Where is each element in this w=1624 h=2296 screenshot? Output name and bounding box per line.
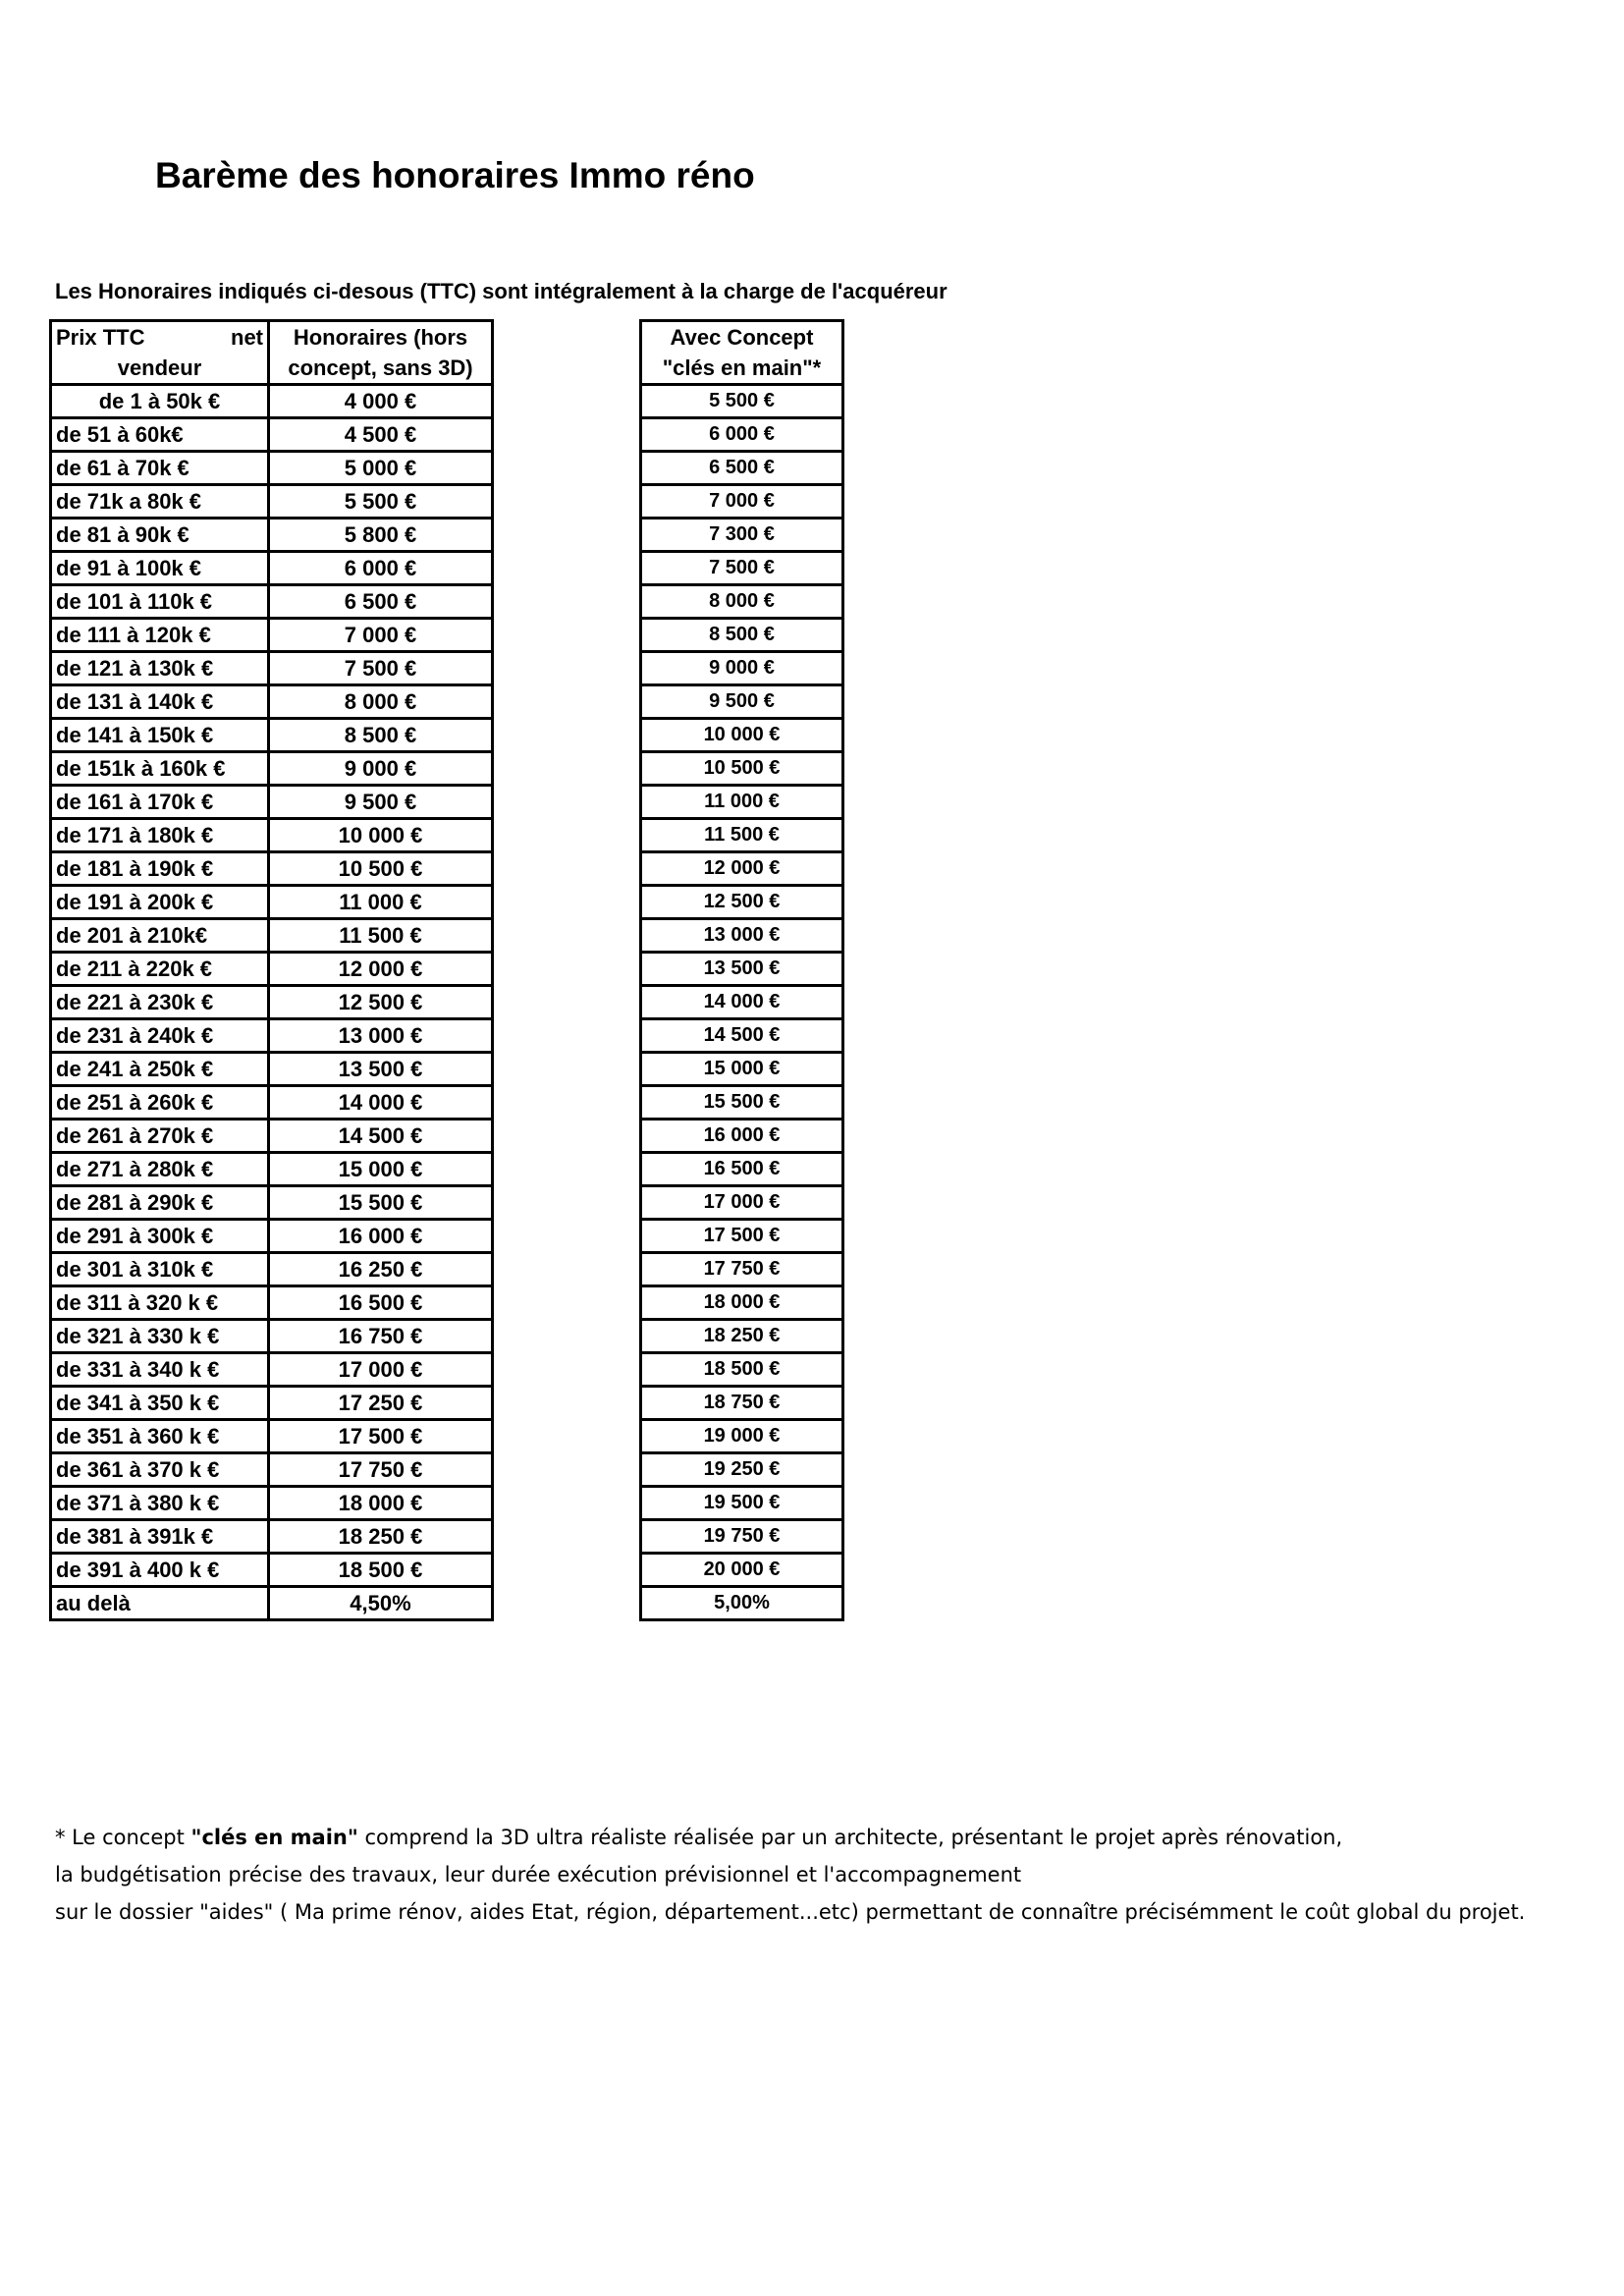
concept-fee-cell: 7 300 €: [641, 519, 843, 552]
table-row: [641, 1019, 843, 1053]
table-row: [51, 719, 493, 752]
concept-fee-cell: 8 500 €: [641, 619, 843, 652]
concept-fee-cell: 7 000 €: [641, 485, 843, 519]
table-row: [51, 552, 493, 585]
concept-fee-cell: 6 500 €: [641, 452, 843, 485]
table-row: [641, 619, 843, 652]
fee-cell: 4,50%: [269, 1587, 493, 1620]
table-row: [51, 819, 493, 852]
table-row: [641, 1520, 843, 1554]
concept-fee-cell: 11 000 €: [641, 786, 843, 819]
price-range-cell: au delà: [51, 1587, 269, 1620]
table-row: [51, 585, 493, 619]
price-range-cell: de 61 à 70k €: [51, 452, 269, 485]
concept-fee-cell: 14 500 €: [641, 1019, 843, 1053]
price-range-cell: de 251 à 260k €: [51, 1086, 269, 1120]
table-row: [51, 1420, 493, 1453]
price-range-cell: de 81 à 90k €: [51, 519, 269, 552]
footnote-line-1: * Le concept "clés en main" comprend la 3D ultra réaliste réalisée par un architecte, présentant le projet après rénovation,: [55, 1826, 1343, 1849]
table-row: [641, 1320, 843, 1353]
table-row: [51, 1086, 493, 1120]
table-row: [641, 385, 843, 418]
fee-cell: 5 800 €: [269, 519, 493, 552]
table-row: [641, 452, 843, 485]
table-row: [641, 886, 843, 919]
table-row: [51, 1554, 493, 1587]
price-range-cell: de 361 à 370 k €: [51, 1453, 269, 1487]
table-row: [641, 1387, 843, 1420]
concept-fee-cell: 19 250 €: [641, 1453, 843, 1487]
fee-cell: 17 750 €: [269, 1453, 493, 1487]
fee-cell: 17 500 €: [269, 1420, 493, 1453]
table-row: [641, 1487, 843, 1520]
price-range-cell: de 201 à 210k€: [51, 919, 269, 953]
fee-cell: 12 000 €: [269, 953, 493, 986]
concept-fee-cell: 15 500 €: [641, 1086, 843, 1120]
table-row: [51, 1253, 493, 1286]
concept-fee-cell: 12 000 €: [641, 852, 843, 886]
price-range-cell: de 121 à 130k €: [51, 652, 269, 685]
table-row: [51, 1286, 493, 1320]
concept-fee-cell: 14 000 €: [641, 986, 843, 1019]
price-column-header: Prix TTC net vendeur: [51, 321, 269, 385]
price-range-cell: de 71k a 80k €: [51, 485, 269, 519]
table-row: [641, 652, 843, 685]
price-range-cell: de 111 à 120k €: [51, 619, 269, 652]
price-range-cell: de 171 à 180k €: [51, 819, 269, 852]
table-row: [51, 619, 493, 652]
table-row: [641, 1186, 843, 1220]
table-row: [51, 685, 493, 719]
fee-cell: 18 250 €: [269, 1520, 493, 1554]
price-range-cell: de 291 à 300k €: [51, 1220, 269, 1253]
price-range-cell: de 331 à 340 k €: [51, 1353, 269, 1387]
fee-cell: 8 000 €: [269, 685, 493, 719]
table-row: [51, 986, 493, 1019]
fee-cell: 15 000 €: [269, 1153, 493, 1186]
price-range-cell: de 241 à 250k €: [51, 1053, 269, 1086]
concept-fee-cell: 17 750 €: [641, 1253, 843, 1286]
table-row: [51, 1053, 493, 1086]
fee-cell: 15 500 €: [269, 1186, 493, 1220]
table-row: [51, 652, 493, 685]
price-range-cell: de 211 à 220k €: [51, 953, 269, 986]
price-range-cell: de 321 à 330 k €: [51, 1320, 269, 1353]
price-range-cell: de 151k à 160k €: [51, 752, 269, 786]
fee-cell: 6 000 €: [269, 552, 493, 585]
fee-cell: 6 500 €: [269, 585, 493, 619]
concept-fee-cell: 16 500 €: [641, 1153, 843, 1186]
table-row: [641, 786, 843, 819]
price-range-cell: de 231 à 240k €: [51, 1019, 269, 1053]
fee-cell: 13 500 €: [269, 1053, 493, 1086]
fee-cell: 7 000 €: [269, 619, 493, 652]
price-range-cell: de 301 à 310k €: [51, 1253, 269, 1286]
table-row: [641, 585, 843, 619]
table-row: [641, 685, 843, 719]
fee-cell: 4 500 €: [269, 418, 493, 452]
concept-fee-cell: 18 250 €: [641, 1320, 843, 1353]
concept-fee-cell: 18 750 €: [641, 1387, 843, 1420]
concept-column-header: Avec Concept "clés en main"*: [641, 321, 843, 385]
page-title: Barème des honoraires Immo réno: [155, 155, 755, 195]
table-row: [51, 1019, 493, 1053]
table-row: [51, 452, 493, 485]
fee-cell: 5 000 €: [269, 452, 493, 485]
fee-column-header: Honoraires (hors concept, sans 3D): [269, 321, 493, 385]
concept-fee-cell: 5,00%: [641, 1587, 843, 1620]
table-row: [641, 1554, 843, 1587]
concept-fee-cell: 17 000 €: [641, 1186, 843, 1220]
concept-fee-cell: 18 000 €: [641, 1286, 843, 1320]
table-row: [641, 719, 843, 752]
table-row: [51, 1153, 493, 1186]
fee-cell: 4 000 €: [269, 385, 493, 418]
table-row: [51, 485, 493, 519]
price-range-cell: de 161 à 170k €: [51, 786, 269, 819]
table-row: [51, 953, 493, 986]
fee-cell: 16 750 €: [269, 1320, 493, 1353]
concept-fee-cell: 12 500 €: [641, 886, 843, 919]
price-range-cell: de 191 à 200k €: [51, 886, 269, 919]
table-row: [51, 519, 493, 552]
fee-cell: 16 250 €: [269, 1253, 493, 1286]
footnote: [55, 1819, 1525, 1931]
price-range-cell: de 141 à 150k €: [51, 719, 269, 752]
price-range-cell: de 221 à 230k €: [51, 986, 269, 1019]
table-row: [641, 1253, 843, 1286]
fee-cell: 9 500 €: [269, 786, 493, 819]
table-row: [51, 919, 493, 953]
price-range-cell: de 371 à 380 k €: [51, 1487, 269, 1520]
table-row: [641, 418, 843, 452]
table-row: [51, 418, 493, 452]
fee-cell: 17 000 €: [269, 1353, 493, 1387]
table-row: [641, 1120, 843, 1153]
price-range-cell: de 351 à 360 k €: [51, 1420, 269, 1453]
page-subtitle: Les Honoraires indiqués ci-desous (TTC) sont intégralement à la charge de l'acquéreur: [55, 279, 947, 303]
table-row: [641, 1153, 843, 1186]
fee-cell: 7 500 €: [269, 652, 493, 685]
table-row: [51, 1120, 493, 1153]
price-range-cell: de 381 à 391k €: [51, 1520, 269, 1554]
concept-fee-cell: 13 500 €: [641, 953, 843, 986]
concept-fee-cell: 13 000 €: [641, 919, 843, 953]
fee-cell: 18 000 €: [269, 1487, 493, 1520]
table-row: [51, 1453, 493, 1487]
price-range-cell: de 1 à 50k €: [51, 385, 269, 418]
concept-fee-cell: 7 500 €: [641, 552, 843, 585]
table-row: [641, 485, 843, 519]
concept-fee-cell: 6 000 €: [641, 418, 843, 452]
table-row: [641, 552, 843, 585]
fee-cell: 10 000 €: [269, 819, 493, 852]
fee-cell: 17 250 €: [269, 1387, 493, 1420]
fee-cell: 16 000 €: [269, 1220, 493, 1253]
price-range-cell: de 281 à 290k €: [51, 1186, 269, 1220]
table-row: [641, 1353, 843, 1387]
table-row: [641, 852, 843, 886]
concept-fee-cell: 19 000 €: [641, 1420, 843, 1453]
table-row: [51, 786, 493, 819]
footnote-line-2: la budgétisation précise des travaux, leur durée exécution prévisionnel et l'accompagnement: [55, 1863, 1022, 1886]
table-row: [51, 1487, 493, 1520]
table-row: [641, 953, 843, 986]
fee-cell: 14 000 €: [269, 1086, 493, 1120]
concept-fee-cell: 18 500 €: [641, 1353, 843, 1387]
table-row: [51, 752, 493, 786]
table-row: [51, 1186, 493, 1220]
fee-cell: 13 000 €: [269, 1019, 493, 1053]
price-range-cell: de 91 à 100k €: [51, 552, 269, 585]
table-row: [641, 1086, 843, 1120]
fee-cell: 11 000 €: [269, 886, 493, 919]
table-row: [641, 819, 843, 852]
price-range-cell: de 261 à 270k €: [51, 1120, 269, 1153]
concept-fee-table: [639, 319, 844, 1621]
concept-fee-cell: 20 000 €: [641, 1554, 843, 1587]
table-row: [641, 1420, 843, 1453]
concept-fee-cell: 19 750 €: [641, 1520, 843, 1554]
concept-fee-cell: 9 000 €: [641, 652, 843, 685]
concept-fee-cell: 9 500 €: [641, 685, 843, 719]
price-range-cell: de 311 à 320 k €: [51, 1286, 269, 1320]
table-row: [51, 1387, 493, 1420]
price-range-cell: de 101 à 110k €: [51, 585, 269, 619]
fee-cell: 5 500 €: [269, 485, 493, 519]
concept-fee-cell: 15 000 €: [641, 1053, 843, 1086]
fee-cell: 11 500 €: [269, 919, 493, 953]
table-row: [641, 1053, 843, 1086]
table-row: [641, 1286, 843, 1320]
table-row: [641, 1220, 843, 1253]
price-range-cell: de 51 à 60k€: [51, 418, 269, 452]
concept-fee-cell: 19 500 €: [641, 1487, 843, 1520]
concept-fee-cell: 17 500 €: [641, 1220, 843, 1253]
price-range-cell: de 391 à 400 k €: [51, 1554, 269, 1587]
table-row: [641, 1587, 843, 1620]
fee-cell: 10 500 €: [269, 852, 493, 886]
table-row: [641, 752, 843, 786]
fee-cell: 14 500 €: [269, 1120, 493, 1153]
table-row: [51, 1220, 493, 1253]
footnote-line-3: sur le dossier "aides" ( Ma prime rénov, aides Etat, région, département...etc) permettant de connaître précisémment le coût global du projet.: [55, 1900, 1526, 1924]
concept-fee-cell: 10 500 €: [641, 752, 843, 786]
table-row: [641, 519, 843, 552]
concept-fee-cell: 5 500 €: [641, 385, 843, 418]
fee-cell: 18 500 €: [269, 1554, 493, 1587]
table-row: [51, 852, 493, 886]
table-row: [51, 1587, 493, 1620]
concept-fee-cell: 11 500 €: [641, 819, 843, 852]
table-row: [51, 385, 493, 418]
fee-cell: 12 500 €: [269, 986, 493, 1019]
table-row: [641, 1453, 843, 1487]
fee-cell: 9 000 €: [269, 752, 493, 786]
table-row: [641, 919, 843, 953]
table-row: [51, 886, 493, 919]
price-range-cell: de 181 à 190k €: [51, 852, 269, 886]
price-range-cell: de 131 à 140k €: [51, 685, 269, 719]
fee-table: [49, 319, 494, 1621]
concept-fee-cell: 10 000 €: [641, 719, 843, 752]
table-row: [51, 1353, 493, 1387]
table-row: [51, 1520, 493, 1554]
fee-cell: 8 500 €: [269, 719, 493, 752]
table-row: [641, 986, 843, 1019]
price-range-cell: de 271 à 280k €: [51, 1153, 269, 1186]
price-range-cell: de 341 à 350 k €: [51, 1387, 269, 1420]
table-row: [51, 1320, 493, 1353]
concept-fee-cell: 16 000 €: [641, 1120, 843, 1153]
concept-fee-cell: 8 000 €: [641, 585, 843, 619]
fee-cell: 16 500 €: [269, 1286, 493, 1320]
